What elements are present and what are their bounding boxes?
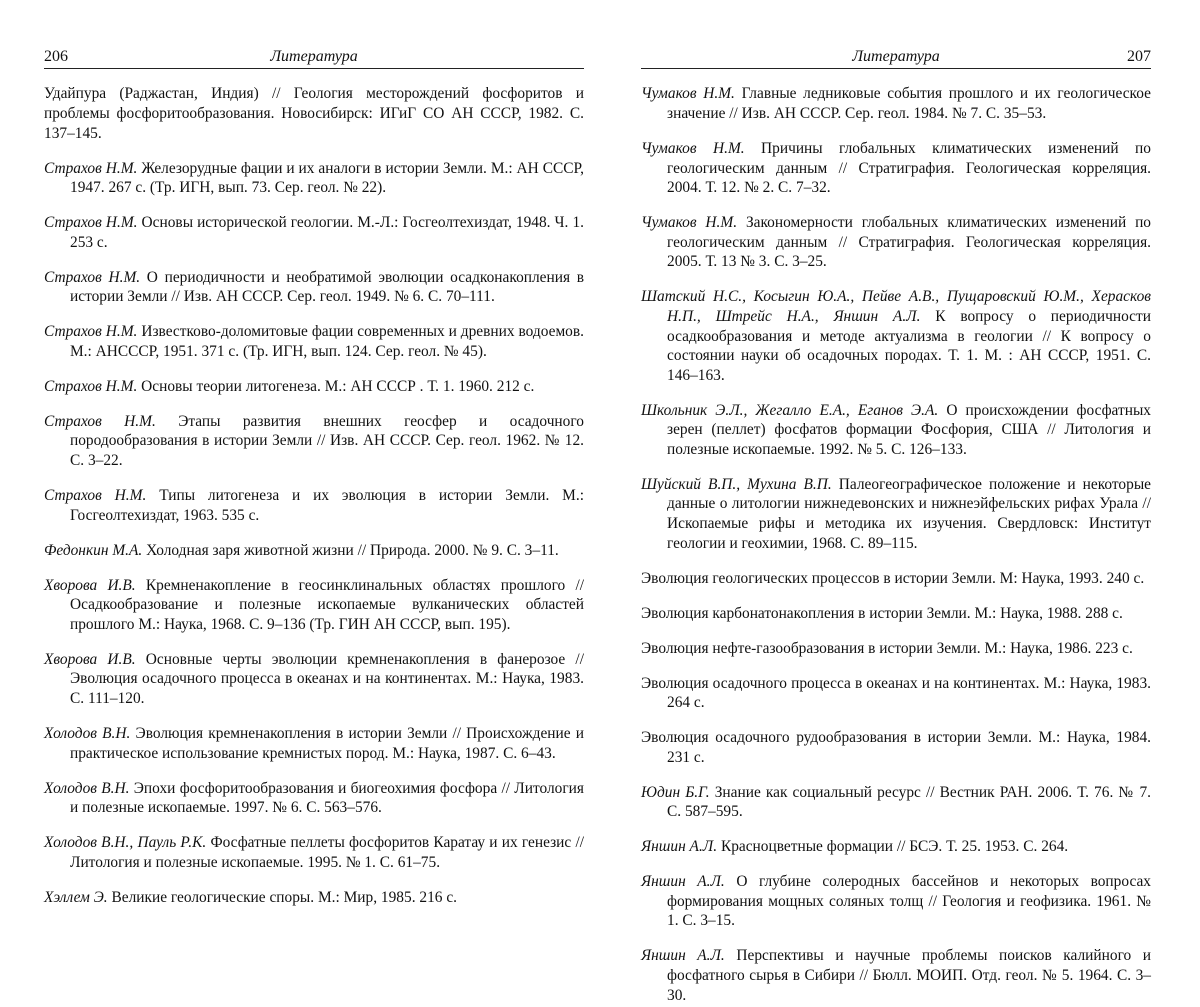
reference-authors: Хэллем Э. <box>44 888 108 906</box>
reference-entry <box>641 639 1151 659</box>
reference-text: Типы литогенеза и их эволюция в истории Земли. М.: Госгеолтехиздат, 1963. 535 с. <box>70 487 584 524</box>
reference-authors: Чумаков Н.М. <box>641 139 745 157</box>
reference-text: Основы теории литогенеза. М.: АН СССР . Т. 1. 1960. 212 с. <box>141 377 535 395</box>
reference-entry <box>641 475 1151 553</box>
reference-entry <box>44 412 584 471</box>
reference-text: Закономерности глобальных климатических изменений по геологическим данным // Стратиграфия. Геологическая корреляция. 2005. Т. 13 № 3. С. 3–25. <box>667 214 1151 271</box>
reference-entry <box>641 213 1151 272</box>
reference-text: Фосфатные пеллеты фосфоритов Каратау и их генезис // Литология и полезные ископаемые. 1995. № 1. С. 61–75. <box>70 834 585 871</box>
reference-entry <box>641 84 1151 123</box>
reference-entry <box>44 541 584 561</box>
reference-authors: Холодов В.Н., Пауль Р.К. <box>44 834 207 852</box>
reference-authors: Страхов Н.М. <box>44 487 147 505</box>
reference-authors: Холодов В.Н. <box>44 724 131 742</box>
reference-entry <box>44 213 584 252</box>
reference-entry <box>641 674 1151 713</box>
reference-text: Знание как социальный ресурс // Вестник РАН. 2006. Т. 76. № 7. С. 587–595. <box>667 783 1151 821</box>
reference-entry <box>44 84 584 143</box>
reference-authors: Шатский Н.С., Косыгин Ю.А., Пейве А.В., Пущаровский Ю.М., Херасков Н.П., Штрейс Н.А., Яншин А.Л. <box>641 288 1151 325</box>
reference-text: Причины глобальных климатических изменений по геологическим данным // Стратиграфия. Геологическая корреляция. 2004. Т. 12. № 2. С. 7–32. <box>667 139 1151 197</box>
reference-entry <box>44 833 584 872</box>
reference-text: Палеогеографическое положение и некоторые данные о литологии нижнедевонских и нижнеэйфельских рифах Урала // Ископаемые рифы и методика их изучения. Свердловск: Институт геологии и геохимии, 1968. С. 89–115. <box>667 475 1151 552</box>
right-page-header <box>641 46 1151 69</box>
reference-authors: Страхов Н.М. <box>44 412 156 430</box>
reference-authors: Чумаков Н.М. <box>641 85 735 103</box>
reference-entry <box>641 783 1151 822</box>
left-page-header <box>44 46 584 69</box>
reference-entry <box>44 888 584 908</box>
page-number: 207 <box>1127 48 1151 65</box>
reference-text: Известково-доломитовые фации современных и древних водоемов. М.: АНСССР, 1951. 371 с. (Тр. ИГН, вып. 124. Сер. геол. № 45). <box>70 323 584 360</box>
reference-authors: Шуйский В.П., Мухина В.П. <box>641 475 832 493</box>
reference-text: О происхождении фосфатных зерен (пеллет) фосфатов формации Фосфория, США // Литология и полезные ископаемые. 1992. № 5. С. 126–133. <box>667 401 1151 458</box>
reference-entry <box>641 287 1151 385</box>
reference-entry <box>44 650 584 709</box>
reference-entry <box>44 576 584 635</box>
reference-text: Эволюция осадочного процесса в океанах и на континентах. М.: Наука, 1983. 264 с. <box>641 674 1151 712</box>
reference-entry <box>44 159 584 198</box>
reference-entry <box>44 322 584 361</box>
right-page <box>641 46 1151 1007</box>
reference-authors: Чумаков Н.М. <box>641 214 738 232</box>
reference-list <box>44 84 584 907</box>
reference-list <box>641 84 1151 1005</box>
reference-text: О глубине солеродных бассейнов и некоторых вопросах формирования мощных соляных толщ // Геология и геофизика. 1961. № 1. С. 3–15. <box>667 873 1151 930</box>
reference-entry <box>641 837 1151 857</box>
reference-authors: Холодов В.Н. <box>44 779 130 797</box>
reference-authors: Хворова И.В. <box>44 576 136 594</box>
reference-text: Железорудные фации и их аналоги в истории Земли. М.: АН СССР, 1947. 267 с. (Тр. ИГН, вып. 73. Сер. геол. № 22). <box>70 159 584 197</box>
reference-authors: Яншин А.Л. <box>641 947 725 965</box>
reference-entry <box>641 728 1151 767</box>
reference-entry <box>641 604 1151 624</box>
reference-entry <box>44 724 584 763</box>
reference-text: Эволюция карбонатонакопления в истории Земли. М.: Наука, 1988. 288 с. <box>641 604 1123 622</box>
reference-authors: Федонкин М.А. <box>44 541 143 559</box>
reference-entry <box>641 872 1151 931</box>
reference-authors: Страхов Н.М. <box>44 214 138 232</box>
reference-authors: Юдин Б.Г. <box>641 783 710 801</box>
reference-entry <box>44 779 584 818</box>
reference-text: Красноцветные формации // БСЭ. Т. 25. 1953. С. 264. <box>720 838 1069 856</box>
reference-text: Этапы развития внешних геосфер и осадочного породообразования в истории Земли // Изв. АН СССР. Сер. геол. 1962. № 12. С. 3–22. <box>70 412 584 470</box>
reference-entry <box>641 139 1151 198</box>
reference-text: Основы исторической геологии. М.-Л.: Госгеолтехиздат, 1948. Ч. 1. 253 с. <box>70 214 584 251</box>
reference-authors: Яншин А.Л. <box>641 838 718 856</box>
page-number: 206 <box>44 48 68 65</box>
reference-text: Перспективы и научные проблемы поисков калийного и фосфатного сырья в Сибири // Бюлл. МОИП. Отд. геол. № 5. 1964. С. 3–30. <box>667 947 1151 1004</box>
reference-entry <box>641 569 1151 589</box>
reference-text: Эволюция осадочного рудообразования в истории Земли. М.: Наука, 1984. 231 с. <box>641 729 1151 766</box>
reference-entry <box>44 268 584 307</box>
reference-text: Эпохи фосфоритообразования и биогеохимия фосфора // Литология и полезные ископаемые. 1997. № 6. С. 563–576. <box>70 779 584 817</box>
reference-text: Эволюция кремненакопления в истории Земли // Происхождение и практическое использование кремнистых пород. М.: Наука, 1987. С. 6–43. <box>70 724 584 762</box>
reference-text: Холодная заря животной жизни // Природа. 2000. № 9. С. 3–11. <box>146 541 559 559</box>
reference-authors: Яншин А.Л. <box>641 873 725 891</box>
reference-authors: Страхов Н.М. <box>44 323 138 341</box>
running-head: Литература <box>852 48 940 65</box>
reference-text: Великие геологические споры. М.: Мир, 1985. 216 с. <box>111 888 458 906</box>
reference-entry <box>44 486 584 525</box>
reference-authors: Хворова И.В. <box>44 650 136 668</box>
left-page <box>44 46 584 909</box>
reference-entry <box>641 401 1151 460</box>
reference-text: Кремненакопление в геосинклинальных областях прошлого // Осадкообразование и полезные ископаемые вулканических областей прошлого М.: Наука, 1968. С. 9–136 (Тр. ГИН АН СССР, вып. 195). <box>70 576 584 633</box>
running-head: Литература <box>270 48 358 65</box>
reference-authors: Школьник Э.Л., Жегалло Е.А., Еганов Э.А. <box>641 401 939 419</box>
reference-authors: Страхов Н.М. <box>44 268 141 286</box>
reference-entry <box>44 377 584 397</box>
reference-authors: Страхов Н.М. <box>44 159 138 177</box>
reference-text: Удайпура (Раджастан, Индия) // Геология месторождений фосфоритов и проблемы фосфоритообразования. Новосибирск: ИГиГ СО АН СССР, 1982. С. 137–145. <box>44 85 584 142</box>
reference-text: Эволюция нефте-газообразования в истории Земли. М.: Наука, 1986. 223 с. <box>641 639 1133 657</box>
reference-text: К вопросу о периодичности осадкообразования и методе актуализма в геологии // К вопросу о состоянии науки об осадочных породах. Т. 1. М. : АН СССР, 1951. С. 146–163. <box>667 307 1151 384</box>
reference-text: Основные черты эволюции кремненакопления в фанерозое // Эволюция осадочного процесса в океанах и на континентах. М.: Наука, 1983. С. 111–120. <box>70 650 584 707</box>
reference-text: О периодичности и необратимой эволюции осадконакопления в истории Земли // Изв. АН СССР. Сер. геол. 1949. № 6. С. 70–111. <box>70 268 584 306</box>
reference-entry <box>641 946 1151 1005</box>
reference-text: Эволюция геологических процессов в истории Земли. М: Наука, 1993. 240 с. <box>641 569 1145 587</box>
reference-authors: Страхов Н.М. <box>44 377 138 395</box>
reference-text: Главные ледниковые события прошлого и их геологическое значение // Изв. АН СССР. Сер. геол. 1984. № 7. С. 35–53. <box>667 85 1151 122</box>
